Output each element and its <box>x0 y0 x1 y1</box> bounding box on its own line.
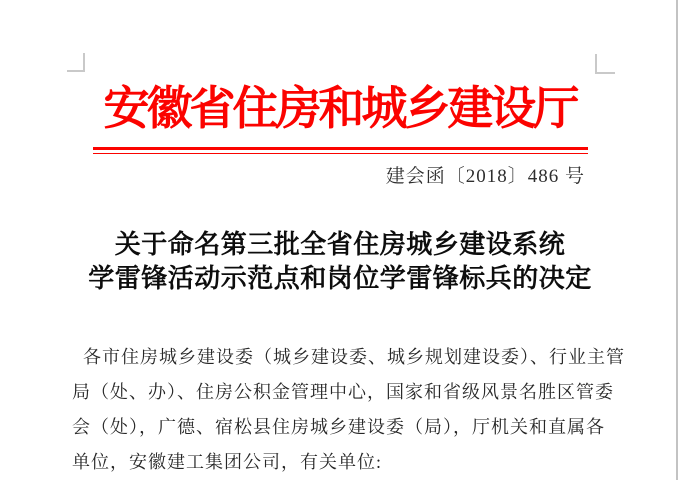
page-edge-line <box>676 0 678 480</box>
recipient-line-2: 局（处、办）、住房公积金管理中心，国家和省级风景名胜区管委 <box>72 382 614 402</box>
recipient-line-1: 各市住房城乡建设委（城乡建设委、城乡规划建设委）、行业主管 <box>83 347 625 367</box>
document-title-line-2: 学雷锋活动示范点和岗位学雷锋标兵的决定 <box>88 263 592 293</box>
document-title-line-1: 关于命名第三批全省住房城乡建设系统 <box>114 229 566 259</box>
document-reference-number: 建会函〔2018〕486 号 <box>385 166 585 187</box>
document-title <box>0 227 680 295</box>
letterhead-org-name: 安徽省住房和城乡建设厅 <box>103 83 577 134</box>
margin-crop-mark-top-left <box>67 53 85 72</box>
recipients-paragraph <box>72 340 625 480</box>
recipient-line-4: 单位，安徽建工集团公司，有关单位: <box>72 452 382 472</box>
recipient-line-3: 会（处），广德、宿松县住房城乡建设委（局），厅机关和直属各 <box>72 417 605 437</box>
letterhead-double-rule <box>93 147 588 154</box>
margin-crop-mark-top-right <box>595 54 615 74</box>
